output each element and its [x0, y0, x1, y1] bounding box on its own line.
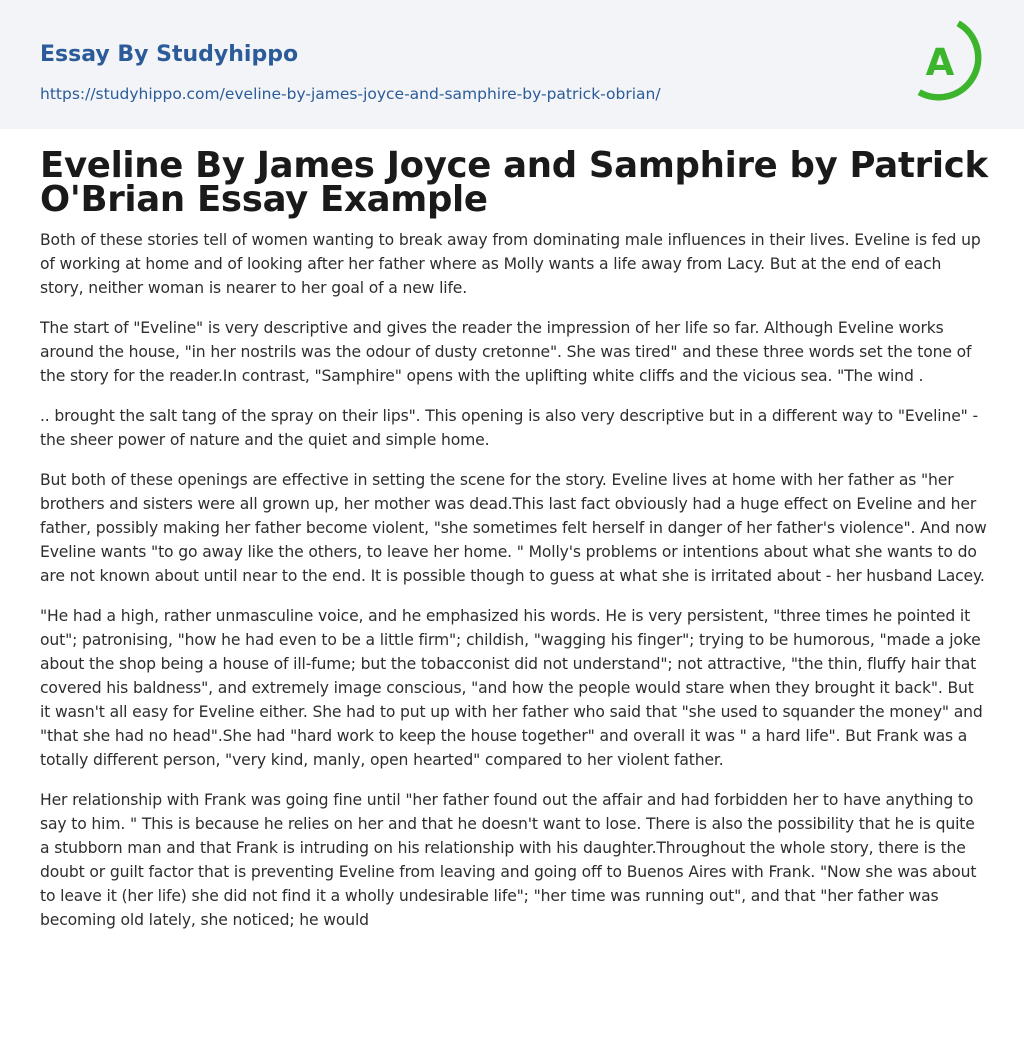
- article-body: [40, 228, 988, 948]
- source-url-link[interactable]: https://studyhippo.com/eveline-by-james-joyce-and-samphire-by-patrick-obrian/: [40, 85, 661, 103]
- paragraph-5: "He had a high, rather unmasculine voice, and he emphasized his words. He is very persistent, "three times he pointed it out"; patronising, "how he had even to be a little firm"; childish, "wagging his finger"; trying to be humorous, "made a joke about the shop being a house of ill-fume; but the tobacconist did not understand"; not attractive, "the thin, fluffy hair that covered his baldness", and extremely image conscious, "and how the people would stare when they brought it back". But it wasn't all easy for Eveline either. She had to put up with her father who said that "she used to squander the money" and "that she had no head".She had "hard work to keep the house together" and overall it was " a hard life". But Frank was a totally different person, "very kind, manly, open hearted" compared to her violent father.: [40, 607, 983, 769]
- studyhippo-logo-icon[interactable]: [912, 18, 986, 106]
- paragraph-4: But both of these openings are effective in setting the scene for the story. Eveline lives at home with her father as "her brothers and sisters were all grown up, her mother was dead.This last fact obviously had a huge effect on Eveline and her father, possibly making her father become violent, "she sometimes felt herself in danger of her father's violence". And now Eveline wants "to go away like the others, to leave her home. " Molly's problems or intentions about what she wants to do are not known about until near to the end. It is possible though to guess at what she is irritated about - her husband Lacey.: [40, 471, 987, 585]
- article-title: Eveline By James Joyce and Samphire by Patrick O'Brian Essay Example: [40, 145, 988, 220]
- paragraph-1: Both of these stories tell of women wanting to break away from dominating male influences in their lives. Eveline is fed up of working at home and of looking after her father where as Molly wants a life away from Lacy. But at the end of each story, neither woman is nearer to her goal of a new life.: [40, 231, 981, 297]
- logo-letter: A: [925, 41, 955, 84]
- site-brand[interactable]: Essay By Studyhippo: [40, 42, 299, 67]
- paragraph-2: The start of "Eveline" is very descriptive and gives the reader the impression of her life so far. Although Eveline works around the house, "in her nostrils was the odour of dusty cretonne". She was tired" and these three words set the tone of the story for the reader.In contrast, "Samphire" opens with the uplifting white cliffs and the vicious sea. "The wind .: [40, 319, 972, 385]
- site-header: [0, 0, 1024, 129]
- paragraph-3: .. brought the salt tang of the spray on their lips". This opening is also very descriptive but in a different way to "Eveline" - the sheer power of nature and the quiet and simple home.: [40, 407, 978, 449]
- paragraph-6: Her relationship with Frank was going fine until "her father found out the affair and had forbidden her to have anything to say to him. " This is because he relies on her and that he doesn't want to lose. There is also the possibility that he is quite a stubborn man and that Frank is intruding on his relationship with his daughter.Throughout the whole story, there is the doubt or guilt factor that is preventing Eveline from leaving and going off to Buenos Aires with Frank. "Now she was about to leave it (her life) she did not find it a wholly undesirable life"; "her time was running out", and that "her father was becoming old lately, she noticed; he would: [40, 791, 977, 929]
